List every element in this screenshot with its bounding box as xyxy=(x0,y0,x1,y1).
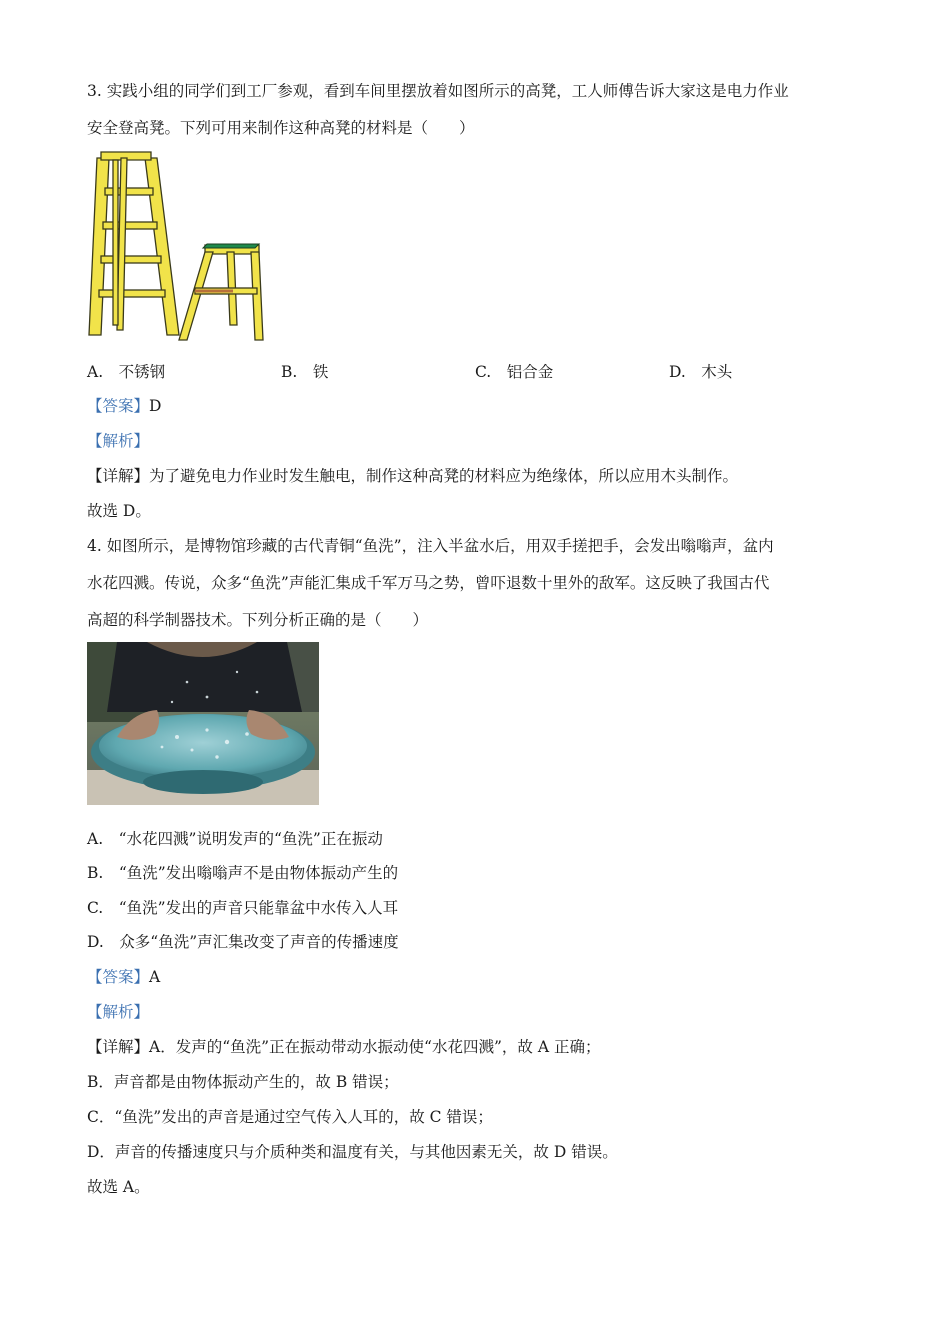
detail-label: 【详解】 xyxy=(87,1038,150,1056)
answer-value: A xyxy=(149,968,161,986)
q3-option-d: D. 木头 xyxy=(669,363,733,381)
q4-option-c: C. “鱼洗”发出的声音只能靠盆中水传入人耳 xyxy=(87,899,399,917)
q3-stem-line-2: 安全登高凳。下列可用来制作这种高凳的材料是（ ） xyxy=(87,119,475,137)
q3-option-b: B. 铁 xyxy=(281,363,329,381)
stool-illustration xyxy=(87,150,267,345)
q4-detail-a xyxy=(87,1036,600,1058)
q3-answer xyxy=(87,395,161,417)
q4-detail-d: D．声音的传播速度只与介质种类和温度有关，与其他因素无关，故 D 错误。 xyxy=(87,1143,618,1161)
q4-detail-b: B．声音都是由物体振动产生的，故 B 错误； xyxy=(87,1073,399,1091)
answer-label: 【答案】 xyxy=(87,397,150,415)
q4-option-b: B. “鱼洗”发出嗡嗡声不是由物体振动产生的 xyxy=(87,864,399,882)
q3-detail xyxy=(87,465,738,487)
q3-option-a: A. 不锈钢 xyxy=(87,363,166,381)
q3-analysis-label: 【解析】 xyxy=(87,432,150,450)
q4-stem-line-1: 4. 如图所示，是博物馆珍藏的古代青铜“鱼洗”，注入半盆水后，用双手搓把手，会发出嗡嗡声，盆内 xyxy=(87,537,774,555)
q4-analysis-label: 【解析】 xyxy=(87,1003,150,1021)
q4-detail-c: C．“鱼洗”发出的声音是通过空气传入人耳的，故 C 错误； xyxy=(87,1108,493,1126)
detail-text: A．发声的“鱼洗”正在振动带动水振动使“水花四溅”，故 A 正确； xyxy=(149,1038,601,1056)
q4-option-d: D. 众多“鱼洗”声汇集改变了声音的传播速度 xyxy=(87,933,399,951)
q3-conclusion: 故选 D。 xyxy=(87,502,151,520)
q3-option-c: C. 铝合金 xyxy=(475,363,554,381)
answer-label: 【答案】 xyxy=(87,968,150,986)
answer-value: D xyxy=(149,397,162,415)
q4-stem-line-3: 高超的科学制器技术。下列分析正确的是（ ） xyxy=(87,611,429,629)
detail-text: 为了避免电力作业时发生触电，制作这种高凳的材料应为绝缘体，所以应用木头制作。 xyxy=(149,467,739,485)
q4-answer xyxy=(87,966,160,988)
q4-option-a: A. “水花四溅”说明发声的“鱼洗”正在振动 xyxy=(87,830,383,848)
detail-label: 【详解】 xyxy=(87,467,150,485)
q3-stem-line-1: 3. 实践小组的同学们到工厂参观，看到车间里摆放着如图所示的高凳，工人师傅告诉大家这是电力作业 xyxy=(87,82,789,100)
basin-photo xyxy=(87,642,319,805)
q4-conclusion: 故选 A。 xyxy=(87,1178,150,1196)
q4-stem-line-2: 水花四溅。传说，众多“鱼洗”声能汇集成千军万马之势，曾吓退数十里外的敌军。这反映了我国古代 xyxy=(87,574,770,592)
